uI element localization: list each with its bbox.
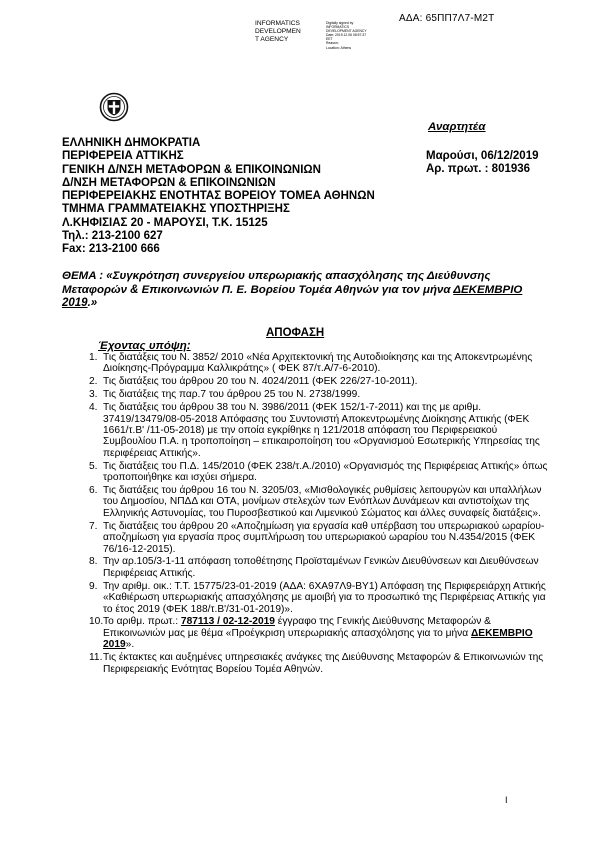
item-number: 3. <box>89 389 98 401</box>
list-item <box>89 389 549 400</box>
authority-line: ΓΕΝΙΚΗ Δ/ΝΣΗ ΜΕΤΑΦΟΡΩΝ & ΕΠΙΚΟΙΝΩΝΙΩΝ <box>62 163 321 176</box>
fax-line: Fax: 213-2100 666 <box>62 243 160 256</box>
item-text: Την αρ.105/3-1-11 απόφαση τοποθέτησης Προϊσταμένων Γενικών Διευθύνσεων και Διευθύνσεων Περιφέρειας Αττικής. <box>103 556 539 579</box>
item-text: Τις διατάξεις του άρθρου 20 του Ν. 4024/2011 (ΦΕΚ 226/27-10-2011). <box>103 376 418 388</box>
subject-suffix: .» <box>87 297 98 310</box>
signature-detail-line: EET <box>326 37 333 42</box>
item-number: 4. <box>89 402 98 414</box>
list-item <box>89 352 549 375</box>
item-text: ». <box>125 639 135 651</box>
list-item <box>89 521 549 555</box>
item-text: Την αριθμ. οικ.: Τ.Τ. 15775/23-01-2019 (ΑΔΑ: 6ΧΑ97Λ9-ΒΥ1) Απόφαση της Περιφερειάρχη Αττικής «Καθιέρωση υπερωριακής απασχόλησης με αμοιβή για το προσωπικό της Περιφέρειας Αττικής για το έτος 2019 (ΦΕΚ 188/τ.Β'/31-01-2019)». <box>103 580 546 615</box>
item-text: Τις διατάξεις της παρ.7 του άρθρου 25 του Ν. 2738/1999. <box>103 389 361 401</box>
item-protocol-ref: 787113 / 02-12-2019 <box>180 616 275 628</box>
list-item <box>89 652 549 675</box>
list-item <box>89 485 549 519</box>
phone-line: Τηλ.: 213-2100 627 <box>62 230 163 243</box>
item-number: 8. <box>89 556 98 568</box>
protocol-number: Αρ. πρωτ. : 801936 <box>426 163 531 176</box>
signature-signer-line: INFORMATICS <box>255 20 300 27</box>
item-number: 2. <box>89 376 98 388</box>
list-item <box>89 556 549 579</box>
item-text: Το αριθμ. πρωτ.: <box>103 616 181 628</box>
list-item <box>89 461 549 484</box>
authority-line: Δ/ΝΣΗ ΜΕΤΑΦΟΡΩΝ & ΕΠΙΚΟΙΝΩΝΙΩΝ <box>62 176 276 189</box>
document-reference-block <box>426 150 539 177</box>
item-text: έγγραφο της Γενικής Διεύθυνσης Μεταφορών & Επικοινωνιών μας με θέμα «Προέγκριση υπερωριακής απασχόλησης για το μήνα <box>103 616 491 639</box>
item-text: Τις έκτακτες και αυξημένες υπηρεσιακές ανάγκες της Διεύθυνσης Μεταφορών & Επικοινωνιών της Περιφερειακής Ενότητας Βορείου Τομέα Αθηνών. <box>103 652 544 675</box>
item-text: Τις διατάξεις του άρθρου 20 «Αποζημίωση για εργασία καθ υπέρβαση του υπερωριακού ωραρίου-αποζημίωση για εργασία προς συμπλήρωση του υπερωριακού ωραρίου του Ν.4354/2015 (ΦΕΚ 76/16-12-2015). <box>103 520 545 555</box>
signature-signer-line: T AGENCY <box>255 36 289 43</box>
address-line: Λ.ΚΗΦΙΣΙΑΣ 20 - ΜΑΡΟΥΣΙ, Τ.Κ. 15125 <box>62 216 268 229</box>
authority-line: ΤΜΗΜΑ ΓΡΑΜΜΑΤΕΙΑΚΗΣ ΥΠΟΣΤΗΡΙΞΗΣ <box>62 203 290 216</box>
signature-detail-line: Digitally signed by <box>326 21 354 25</box>
posting-notice: Αναρτητέα <box>428 121 486 133</box>
subject-prefix: ΘΕΜΑ : <box>62 270 107 282</box>
item-number: 5. <box>89 460 98 472</box>
signature-signer-line: DEVELOPMEN <box>255 28 301 35</box>
place-date: Μαρούσι, 06/12/2019 <box>426 150 539 162</box>
authority-line: ΠΕΡΙΦΕΡΕΙΑΚΗΣ ΕΝΟΤΗΤΑΣ ΒΟΡΕΙΟΥ ΤΟΜΕΑ ΑΘΗΝΩΝ <box>62 190 375 203</box>
item-number: 9. <box>89 580 98 592</box>
list-item <box>89 616 549 650</box>
item-text: Τις διατάξεις του Ν. 3852/ 2010 «Νέα Αρχιτεκτονική της Αυτοδιοίκησης και της Αποκεντρωμένης Διοίκησης-Πρόγραμμα Καλλικράτης» ( ΦΕΚ 87/τ.Α/7-6-2010). <box>103 352 533 375</box>
signature-detail-line: DEVELOPMENT AGENCY <box>326 29 367 34</box>
subject-text: «Συγκρότηση συνεργείου υπερωριακής απασχόλησης της Διεύθυνσης Μεταφορών & Επικοινωνιών Π. Ε. Βορείου Τομέα Αθηνών για τον μήνα <box>62 270 491 296</box>
item-text: Τις διατάξεις του άρθρου 16 του Ν. 3205/03, «Μισθολογικές ρυθμίσεις λειτουργών και υπαλλήλων του Δημοσίου, ΝΠΔΔ και ΟΤΑ, μονίμων στελεχών των Ενόπλων Δυνάμεων και αντιστοίχων της Ελληνικής Αστυνομίας, του Πυροσβεστικού και Λιμενικού Σώματος και άλλες συναφείς διατάξεις». <box>103 484 542 519</box>
list-item <box>89 376 549 387</box>
considerations-list <box>89 352 549 676</box>
issuing-authority-block <box>62 137 375 257</box>
item-number: 10. <box>89 616 104 628</box>
greek-coat-of-arms-icon <box>99 92 129 122</box>
list-item <box>89 581 549 615</box>
subject-line <box>62 270 542 311</box>
item-text: Τις διατάξεις του Π.Δ. 145/2010 (ΦΕΚ 238/τ.Α./2010) «Οργανισμός της Περιφέρειας Αττικής» όπως τροποποιήθηκε και ισχύει σήμερα. <box>103 460 548 484</box>
ada-code: ΑΔΑ: 65ΠΠ7Λ7-Μ2Τ <box>399 13 495 24</box>
page-number: I <box>505 795 508 805</box>
list-item <box>89 402 549 459</box>
signature-detail-line: INFORMATICS <box>326 25 350 30</box>
signature-detail-line: Reason: <box>326 41 339 46</box>
item-number: 11. <box>89 652 103 664</box>
signature-signer-name <box>255 20 325 44</box>
signature-details <box>326 21 396 50</box>
signature-detail-line: Location: Athens <box>326 45 352 50</box>
item-month: ΔΕΚΕΜΒΡΙΟ 2019 <box>103 627 533 651</box>
item-number: 7. <box>89 520 98 532</box>
item-text: Τις διατάξεις του άρθρου 38 του Ν. 3986/2011 (ΦΕΚ 152/1-7-2011) και της με αριθμ. 37419/13479/08-05-2018 Απόφασης του Συντονιστή Αποκεντρωμένης Διοίκησης Αττικής (ΦΕΚ 1661/τ.Β' /11-05-2018) με την οποία εγκρίθηκε η 121/2018 απόφαση του Περιφερειακού Συμβουλίου Π.Α. η τροποποίηση – επικαιροποίηση του «Οργανισμού Εσωτερικής Υπηρεσίας της περιφέρειας Αττικής». <box>103 402 540 459</box>
authority-line: ΕΛΛΗΝΙΚΗ ΔΗΜΟΚΡΑΤΙΑ <box>62 137 201 149</box>
decision-title: ΑΠΟΦΑΣΗ <box>266 327 325 339</box>
signature-detail-line: Date: 2019.12.06 08:57:37 <box>326 33 367 38</box>
authority-line: ΠΕΡΙΦΕΡΕΙΑ ΑΤΤΙΚΗΣ <box>62 150 184 163</box>
item-number: 1. <box>89 352 98 363</box>
subject-month: ΔΕΚΕΜΒΡΙΟ 2019 <box>62 283 523 310</box>
item-number: 6. <box>89 484 98 496</box>
having-regard-heading: Έχοντας υπόψη: <box>98 340 191 352</box>
